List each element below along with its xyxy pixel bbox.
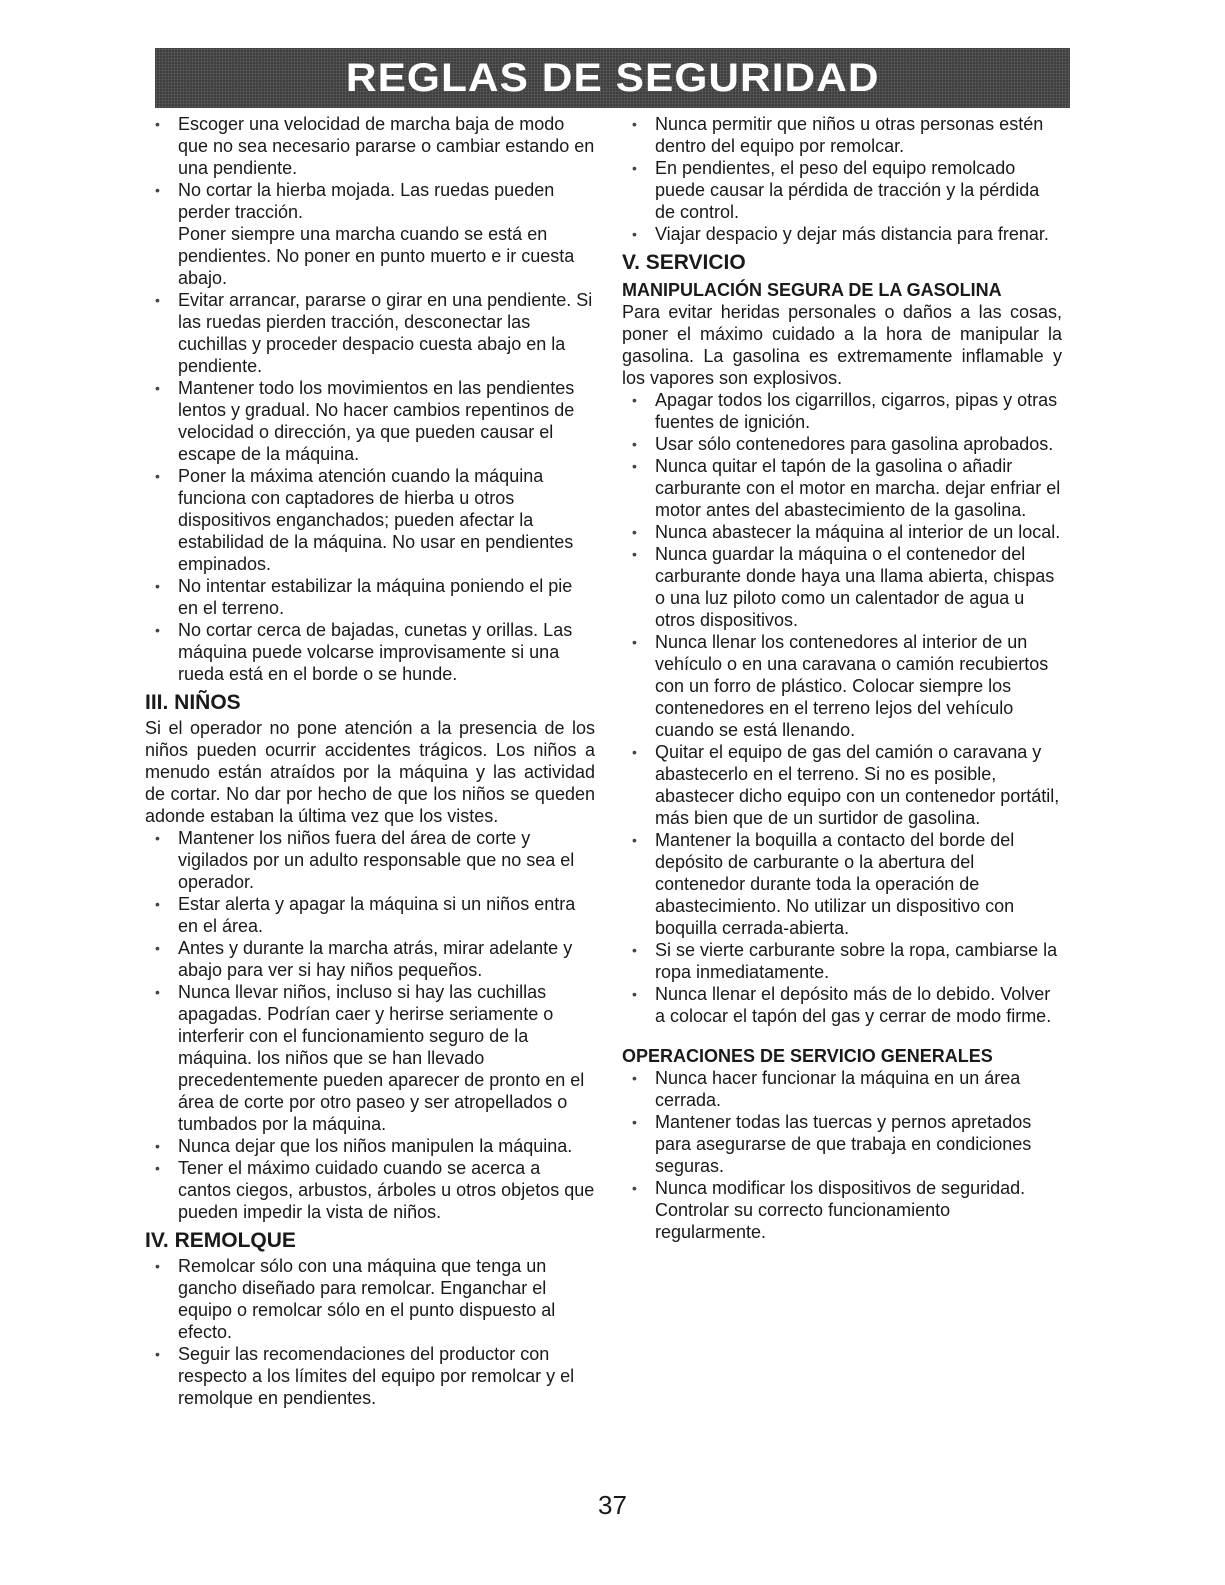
title-banner [155, 48, 1070, 108]
section-heading-servicio: V. SERVICIO [622, 251, 746, 274]
fuel-safety-list [622, 389, 1062, 1027]
list-item: • Quitar el equipo de gas del camión o caravana y abastecerlo en el terreno. Si no es posible, abastecer dicho equipo con un contenedor portátil, más bien que de un surtidor de gasolina. [622, 741, 1062, 829]
section-heading-ninos: III. NIÑOS [145, 691, 241, 714]
towing-list [145, 1255, 595, 1409]
section-heading-remolque: IV. REMOLQUE [145, 1229, 296, 1252]
list-item: • Mantener los niños fuera del área de corte y vigilados por un adulto responsable que no sea el operador. [145, 827, 595, 893]
list-item: • Mantener todo los movimientos en las pendientes lentos y gradual. No hacer cambios repentinos de velocidad o dirección, ya que pueden causar el escape de la máquina. [145, 377, 595, 465]
page-number: 37 [598, 1490, 627, 1520]
list-item: • Mantener todas las tuercas y pernos apretados para asegurarse de que trabaja en condiciones seguras. [622, 1111, 1062, 1177]
list-item: • Estar alerta y apagar la máquina si un niños entra en el área. [145, 893, 595, 937]
list-item: • Evitar arrancar, pararse o girar en una pendiente. Si las ruedas pierden tracción, desconectar las cuchillas y proceder despacio cuesta abajo en la pendiente. [145, 289, 595, 377]
list-item: • Poner la máxima atención cuando la máquina funciona con captadores de hierba u otros dispositivos enganchados; pueden afectar la estabilidad de la máquina. No usar en pendientes empinados. [145, 465, 595, 575]
list-item: • Mantener la boquilla a contacto del borde del depósito de carburante o la abertura del contenedor durante toda la operación de abastecimiento. No utilizar un dispositivo con boquilla cerrada-abierta. [622, 829, 1062, 939]
slope-safety-list-cont [145, 289, 595, 685]
list-item: • Escoger una velocidad de marcha baja de modo que no sea necesario pararse o cambiar estando en una pendiente. [145, 113, 595, 179]
section-intro: Para evitar heridas personales o daños a las cosas, poner el máximo cuidado a la hora de manipular la gasolina. La gasolina es extremamente inflamable y los vapores son explosivos. [622, 302, 1062, 388]
page-title: REGLAS DE SEGURIDAD [345, 55, 880, 100]
list-item: • En pendientes, el peso del equipo remolcado puede causar la pérdida de tracción y la pérdida de control. [622, 157, 1062, 223]
list-item: • Nunca modificar los dispositivos de seguridad. Controlar su correcto funcionamiento regularmente. [622, 1177, 1062, 1243]
subheading-gasolina: MANIPULACIÓN SEGURA DE LA GASOLINA [622, 280, 1002, 300]
list-item: • Remolcar sólo con una máquina que tenga un gancho diseñado para remolcar. Enganchar el equipo o remolcar sólo en el punto dispuesto al efecto. [145, 1255, 595, 1343]
list-item: • Seguir las recomendaciones del productor con respecto a los límites del equipo por remolcar y el remolque en pendientes. [145, 1343, 595, 1409]
list-item: • Nunca hacer funcionar la máquina en un área cerrada. [622, 1067, 1062, 1111]
list-item: • No cortar la hierba mojada. Las ruedas pueden perder tracción. [145, 179, 595, 223]
general-service-list [622, 1067, 1062, 1243]
list-item: • Si se vierte carburante sobre la ropa, cambiarse la ropa inmediatamente. [622, 939, 1062, 983]
left-column [145, 113, 595, 1409]
list-item: • No intentar estabilizar la máquina poniendo el pie en el terreno. [145, 575, 595, 619]
towing-list-cont [622, 113, 1062, 245]
continuation-text: Poner siempre una marcha cuando se está en pendientes. No poner en punto muerto e ir cuesta abajo. [178, 224, 575, 288]
list-item: • Usar sólo contenedores para gasolina aprobados. [622, 433, 1062, 455]
children-safety-list [145, 827, 595, 1223]
list-item: • Nunca permitir que niños u otras personas estén dentro del equipo por remolcar. [622, 113, 1062, 157]
list-item: • Nunca llenar el depósito más de lo debido. Volver a colocar el tapón del gas y cerrar de modo firme. [622, 983, 1062, 1027]
list-item: • Nunca quitar el tapón de la gasolina o añadir carburante con el motor en marcha. dejar enfriar el motor antes del abastecimiento de la gasolina. [622, 455, 1062, 521]
list-item: • Nunca abastecer la máquina al interior de un local. [622, 521, 1062, 543]
list-item: • No cortar cerca de bajadas, cunetas y orillas. Las máquina puede volcarse improvisamente si una rueda está en el borde o se hunde. [145, 619, 595, 685]
slope-safety-list [145, 113, 595, 223]
list-item: • Nunca guardar la máquina o el contenedor del carburante donde haya una llama abierta, chispas o una luz piloto como un calentador de agua u otros dispositivos. [622, 543, 1062, 631]
list-item: • Apagar todos los cigarrillos, cigarros, pipas y otras fuentes de ignición. [622, 389, 1062, 433]
list-item: • Nunca llevar niños, incluso si hay las cuchillas apagadas. Podrían caer y herirse seriamente o interferir con el funcionamiento seguro de la máquina. los niños que se han llevado precedentemente pueden aparecer de pronto en el área de corte por otro paseo y ser atropellados o tumbados por la máquina. [145, 981, 595, 1135]
subheading-general-service: OPERACIONES DE SERVICIO GENERALES [622, 1046, 993, 1066]
list-item: • Viajar despacio y dejar más distancia para frenar. [622, 223, 1062, 245]
list-item: • Antes y durante la marcha atrás, mirar adelante y abajo para ver si hay niños pequeños. [145, 937, 595, 981]
list-item: • Nunca llenar los contenedores al interior de un vehículo o en una caravana o camión recubiertos con un forro de plástico. Colocar siempre los contenedores en el terreno lejos del vehículo cuando se está llenando. [622, 631, 1062, 741]
list-item: • Tener el máximo cuidado cuando se acerca a cantos ciegos, arbustos, árboles u otros objetos que pueden impedir la vista de niños. [145, 1157, 595, 1223]
right-column [622, 113, 1062, 1243]
section-intro: Si el operador no pone atención a la presencia de los niños pueden ocurrir accidentes trágicos. Los niños a menudo están atraídos por la máquina y las actividad de cortar. No dar por hecho de que los niños se queden adonde estaban la última vez que los vistes. [145, 718, 595, 826]
list-item: • Nunca dejar que los niños manipulen la máquina. [145, 1135, 595, 1157]
